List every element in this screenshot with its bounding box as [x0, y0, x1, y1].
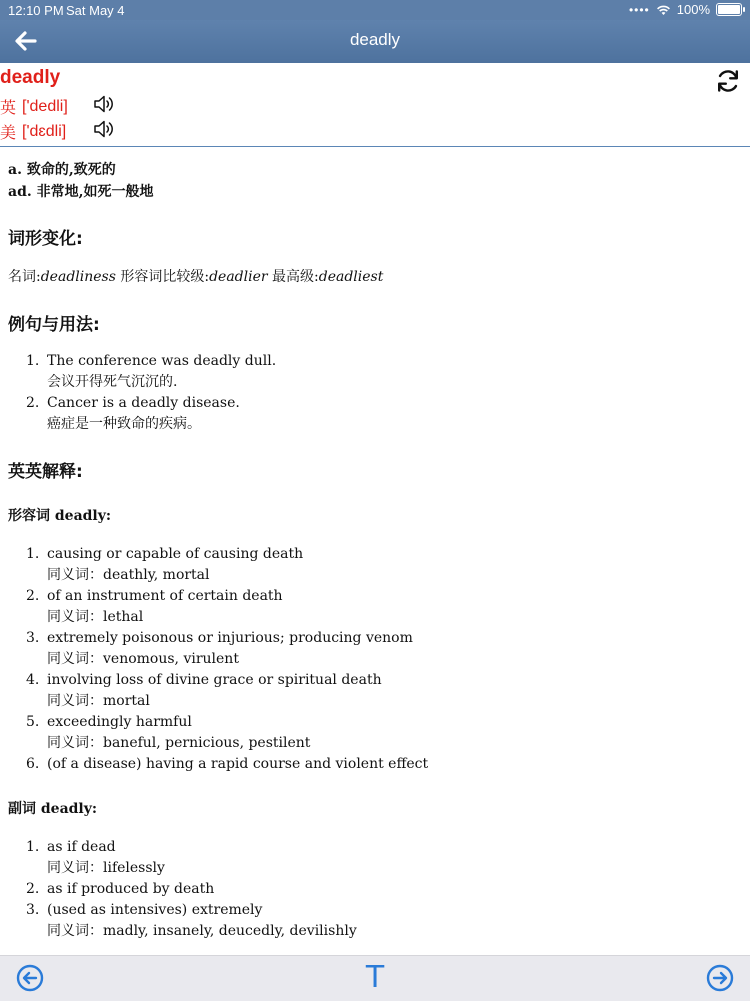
item-number: 2. [26, 395, 40, 411]
sense-text: involving loss of divine grace or spiritual death [47, 672, 382, 688]
sense-text: exceedingly harmful [47, 714, 192, 730]
examples-list [0, 351, 276, 435]
list-item [0, 544, 428, 586]
us-pronunciation [0, 120, 66, 143]
superlative-label: 最高级: [267, 269, 319, 285]
list-item [0, 837, 357, 879]
sense-text: causing or capable of causing death [47, 546, 304, 562]
item-number: 4. [26, 672, 40, 688]
headword: deadly [0, 67, 61, 88]
status-time: 12:10 PM [8, 3, 64, 18]
list-item [0, 628, 428, 670]
synonyms: 同义词：deathly, mortal [47, 567, 210, 583]
adjective-senses-list [0, 544, 428, 775]
refresh-icon[interactable] [714, 67, 742, 95]
definition-adjective: a. 致命的,致死的 [8, 162, 116, 178]
item-number: 5. [26, 714, 40, 730]
item-number: 3. [26, 630, 40, 646]
item-number: 2. [26, 881, 40, 897]
definition-content [0, 147, 750, 955]
list-item [0, 754, 428, 775]
list-item [0, 351, 276, 393]
list-item [0, 900, 357, 942]
adverb-senses-list [0, 837, 357, 942]
synonyms: 同义词：madly, insanely, deucedly, devilishly [47, 923, 357, 939]
list-item [0, 393, 276, 435]
nav-title: deadly [349, 30, 401, 49]
sense-text: extremely poisonous or injurious; producing venom [47, 630, 413, 646]
item-number: 2. [26, 588, 40, 604]
list-item [0, 879, 357, 900]
wifi-icon [656, 4, 671, 16]
adverb-heading: 副词 deadly: [8, 801, 98, 817]
example-chinese: 癌症是一种致命的疾病。 [47, 416, 201, 432]
sense-text: as if dead [47, 839, 116, 855]
sense-text: (of a disease) having a rapid course and violent effect [47, 756, 429, 772]
superlative-form: deadliest [318, 269, 384, 285]
status-right [629, 2, 742, 17]
us-label: 美 [0, 125, 17, 142]
synonyms: 同义词：baneful, pernicious, pestilent [47, 735, 311, 751]
text-size-button[interactable]: T [365, 960, 385, 995]
english-definitions-heading: 英英解释: [8, 462, 83, 482]
examples-heading: 例句与用法: [8, 315, 100, 335]
example-english: Cancer is a deadly disease. [47, 395, 240, 411]
item-number: 1. [26, 546, 40, 562]
sense-text: as if produced by death [47, 881, 215, 897]
uk-speaker-icon[interactable] [92, 93, 116, 115]
sense-text: (used as intensives) extremely [47, 902, 263, 918]
synonyms: 同义词：lethal [47, 609, 144, 625]
item-number: 1. [26, 839, 40, 855]
synonyms: 同义词：lifelessly [47, 860, 165, 876]
status-date: Sat May 4 [66, 3, 125, 18]
noun-form: deadliness [40, 269, 116, 285]
example-english: The conference was deadly dull. [47, 353, 277, 369]
item-number: 1. [26, 353, 40, 369]
uk-label: 英 [0, 100, 17, 117]
uk-pronunciation [0, 95, 68, 118]
forms-heading: 词形变化: [8, 229, 83, 249]
synonyms: 同义词：mortal [47, 693, 150, 709]
status-bar [0, 0, 750, 20]
synonyms: 同义词：venomous, virulent [47, 651, 239, 667]
adjective-heading: 形容词 deadly: [8, 508, 112, 524]
comparative-label: 形容词比较级: [115, 269, 210, 285]
uk-ipa: ['dedli] [22, 97, 68, 115]
bottom-toolbar [0, 955, 750, 1001]
noun-label: 名词: [8, 269, 41, 285]
list-item [0, 712, 428, 754]
list-item [0, 586, 428, 628]
comparative-form: deadlier [209, 269, 268, 285]
word-forms [8, 266, 383, 286]
next-arrow-icon[interactable] [706, 964, 734, 992]
definition-adverb: ad. 非常地,如死一般地 [8, 184, 154, 200]
battery-percent: 100% [676, 2, 710, 17]
word-header [0, 63, 750, 147]
signal-icon: •••• [628, 2, 650, 17]
list-item [0, 670, 428, 712]
previous-arrow-icon[interactable] [16, 964, 44, 992]
example-chinese: 会议开得死气沉沉的. [47, 374, 178, 390]
item-number: 6. [26, 756, 40, 772]
us-ipa: ['dɛdli] [22, 122, 67, 140]
item-number: 3. [26, 902, 40, 918]
us-speaker-icon[interactable] [92, 118, 116, 140]
battery-icon [716, 3, 742, 16]
sense-text: of an instrument of certain death [47, 588, 283, 604]
navigation-bar [0, 20, 750, 63]
